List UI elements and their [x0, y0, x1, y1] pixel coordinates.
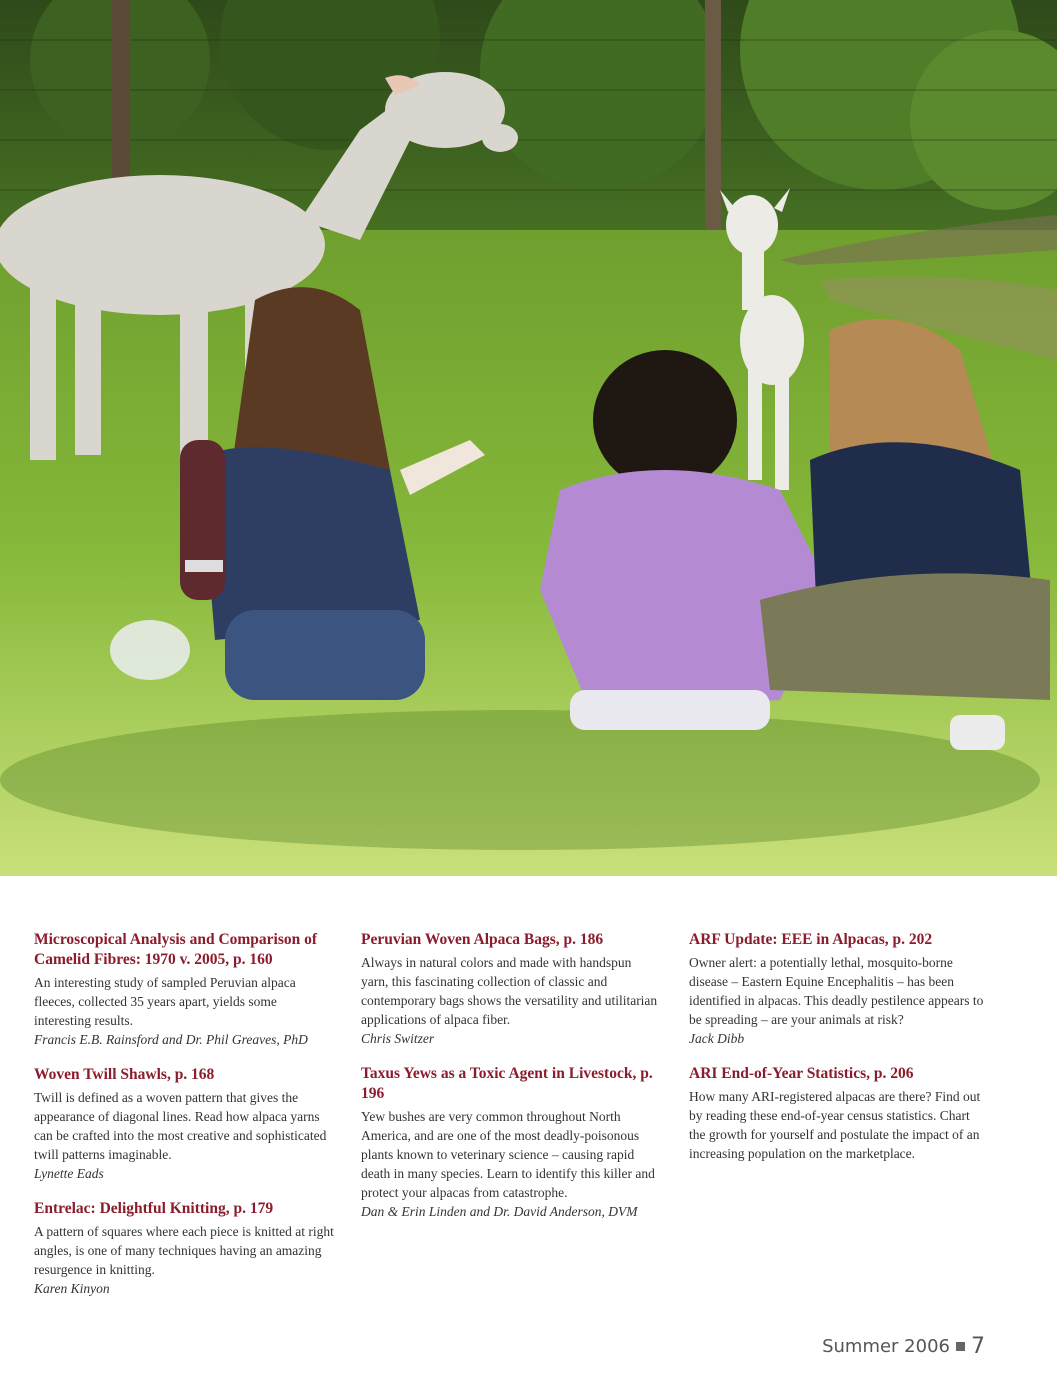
article-body: Always in natural colors and made with handspun yarn, this fascinating collection of classic and contemporary bags shows the versatility and utilitarian applications of alpaca fiber. — [361, 955, 658, 1027]
square-bullet-icon — [956, 1342, 965, 1351]
article-headline: Woven Twill Shawls, p. 168 — [34, 1066, 215, 1083]
article-headline: Peruvian Woven Alpaca Bags, p. 186 — [361, 931, 604, 948]
article-taxus-yews — [361, 1064, 661, 1221]
article-body: Twill is defined as a woven pattern that gives the appearance of diagonal lines. Read how alpaca yarns can be crafted into the most creative and sophisticated twill patterns imaginable. — [34, 1090, 327, 1162]
article-body: A pattern of squares where each piece is knitted at right angles, is one of many techniques having an amazing resurgence in knitting. — [34, 1224, 334, 1277]
article-headline: Microscopical Analysis and Comparison of Camelid Fibres: 1970 v. 2005, p. 160 — [34, 931, 318, 968]
article-byline: Jack Dibb — [689, 1031, 745, 1046]
article-camelid-fibres — [34, 930, 334, 1049]
article-body: An interesting study of sampled Peruvian alpaca fleeces, collected 35 years apart, yields some interesting results. — [34, 975, 296, 1028]
article-twill-shawls — [34, 1065, 334, 1183]
article-headline: Taxus Yews as a Toxic Agent in Livestock, p. 196 — [361, 1065, 653, 1102]
article-body: Yew bushes are very common throughout North America, and are one of the most deadly-poisonous plants known to veterinary science – causing rapid death in many species. Learn to identify this killer and protect your alpacas from catastrophe. — [361, 1109, 655, 1200]
article-headline: ARI End-of-Year Statistics, p. 206 — [689, 1065, 914, 1082]
article-byline: Dan & Erin Linden and Dr. David Anderson, DVM — [361, 1204, 638, 1219]
page-number: 7 — [971, 1334, 985, 1359]
issue-label: Summer 2006 — [822, 1336, 950, 1357]
article-woven-bags — [361, 930, 661, 1048]
article-body: Owner alert: a potentially lethal, mosquito-borne disease – Eastern Equine Encephalitis – has been identified in alpacas. This deadly pestilence appears to be spreading – are your animals at risk? — [689, 955, 984, 1027]
article-byline: Francis E.B. Rainsford and Dr. Phil Greaves, PhD — [34, 1032, 308, 1047]
page-footer — [822, 1334, 985, 1359]
column-1 — [34, 930, 334, 1314]
article-byline: Chris Switzer — [361, 1031, 435, 1046]
column-2 — [361, 930, 661, 1237]
article-headline: Entrelac: Delightful Knitting, p. 179 — [34, 1200, 274, 1217]
article-ari-statistics — [689, 1064, 989, 1163]
article-entrelac — [34, 1199, 334, 1298]
column-3 — [689, 930, 989, 1179]
article-byline: Lynette Eads — [34, 1166, 104, 1181]
article-byline: Karen Kinyon — [34, 1281, 110, 1296]
article-headline: ARF Update: EEE in Alpacas, p. 202 — [689, 931, 933, 948]
article-body: How many ARI-registered alpacas are there? Find out by reading these end-of-year census statistics. Chart the growth for yourself and postulate the impact of an increasing population on the marketplace. — [689, 1089, 981, 1161]
article-eee-update — [689, 930, 989, 1048]
